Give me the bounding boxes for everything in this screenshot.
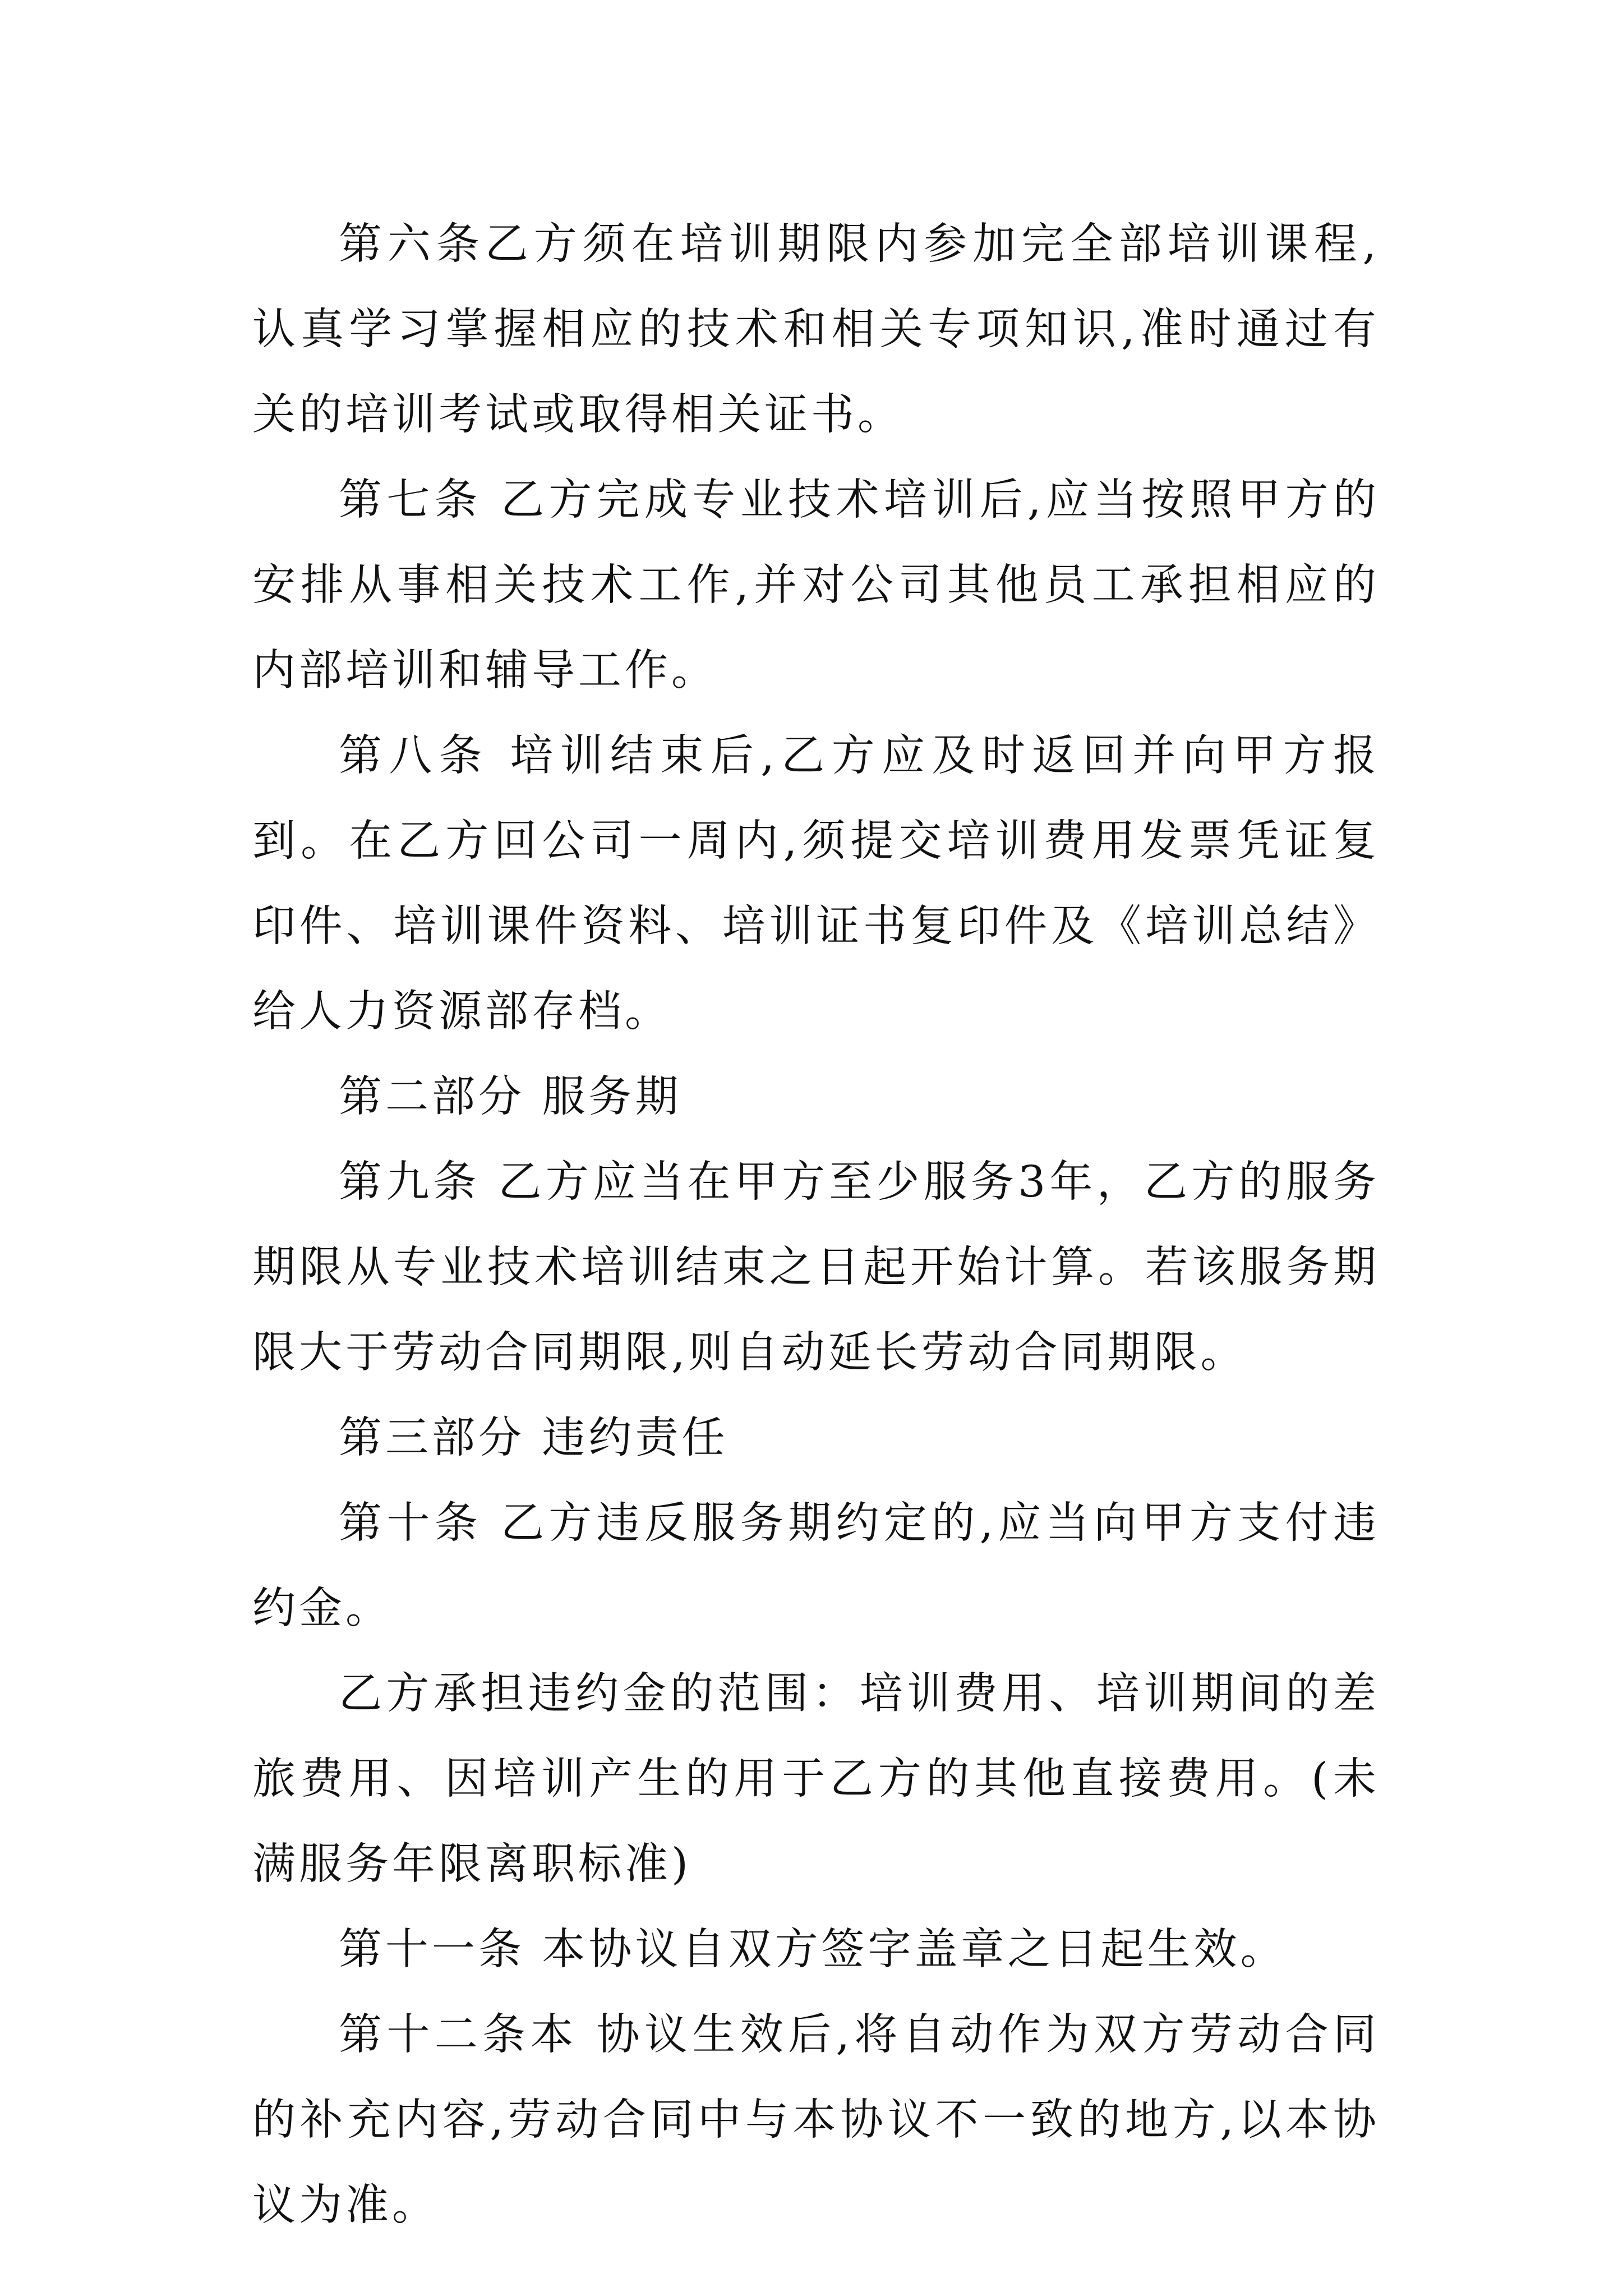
section-3-heading: 第三部分 违约责任 xyxy=(339,1413,728,1463)
article-10-paragraph: 第十条 乙方违反服务期约定的,应当向甲方支付违约金。 xyxy=(252,1498,1380,1634)
article-11-paragraph: 第十一条 本协议自双方签字盖章之日起生效。 xyxy=(339,1925,1287,1975)
article-7-paragraph: 第七条 乙方完成专业技术培训后,应当按照甲方的安排从事相关技术工作,并对公司其他员工承担相应的内部培训和辅导工作。 xyxy=(252,475,1380,696)
article-9-paragraph: 第九条 乙方应当在甲方至少服务3年，乙方的服务期限从专业技术培训结束之日起开始计算。若该服务期限大于劳动合同期限,则自动延长劳动合同期限。 xyxy=(252,1157,1380,1378)
document-body xyxy=(252,202,1380,2248)
article-6-paragraph: 第六条乙方须在培训期限内参加完全部培训课程,认真学习掌握相应的技术和相关专项知识,准时通过有关的培训考试或取得相关证书。 xyxy=(252,219,1380,440)
article-8-paragraph: 第八条 培训结束后,乙方应及时返回并向甲方报到。在乙方回公司一周内,须提交培训费用发票凭证复印件、培训课件资料、培训证书复印件及《培训总结》给人力资源部存档。 xyxy=(252,731,1380,1037)
article-12-paragraph: 第十二条本 协议生效后,将自动作为双方劳动合同的补充内容,劳动合同中与本协议不一致的地方,以本协议为准。 xyxy=(252,2010,1380,2230)
section-2-heading: 第二部分 服务期 xyxy=(339,1072,682,1122)
penalty-scope-paragraph: 乙方承担违约金的范围：培训费用、培训期间的差旅费用、因培训产生的用于乙方的其他直接费用。(未满服务年限离职标准) xyxy=(252,1669,1380,1889)
